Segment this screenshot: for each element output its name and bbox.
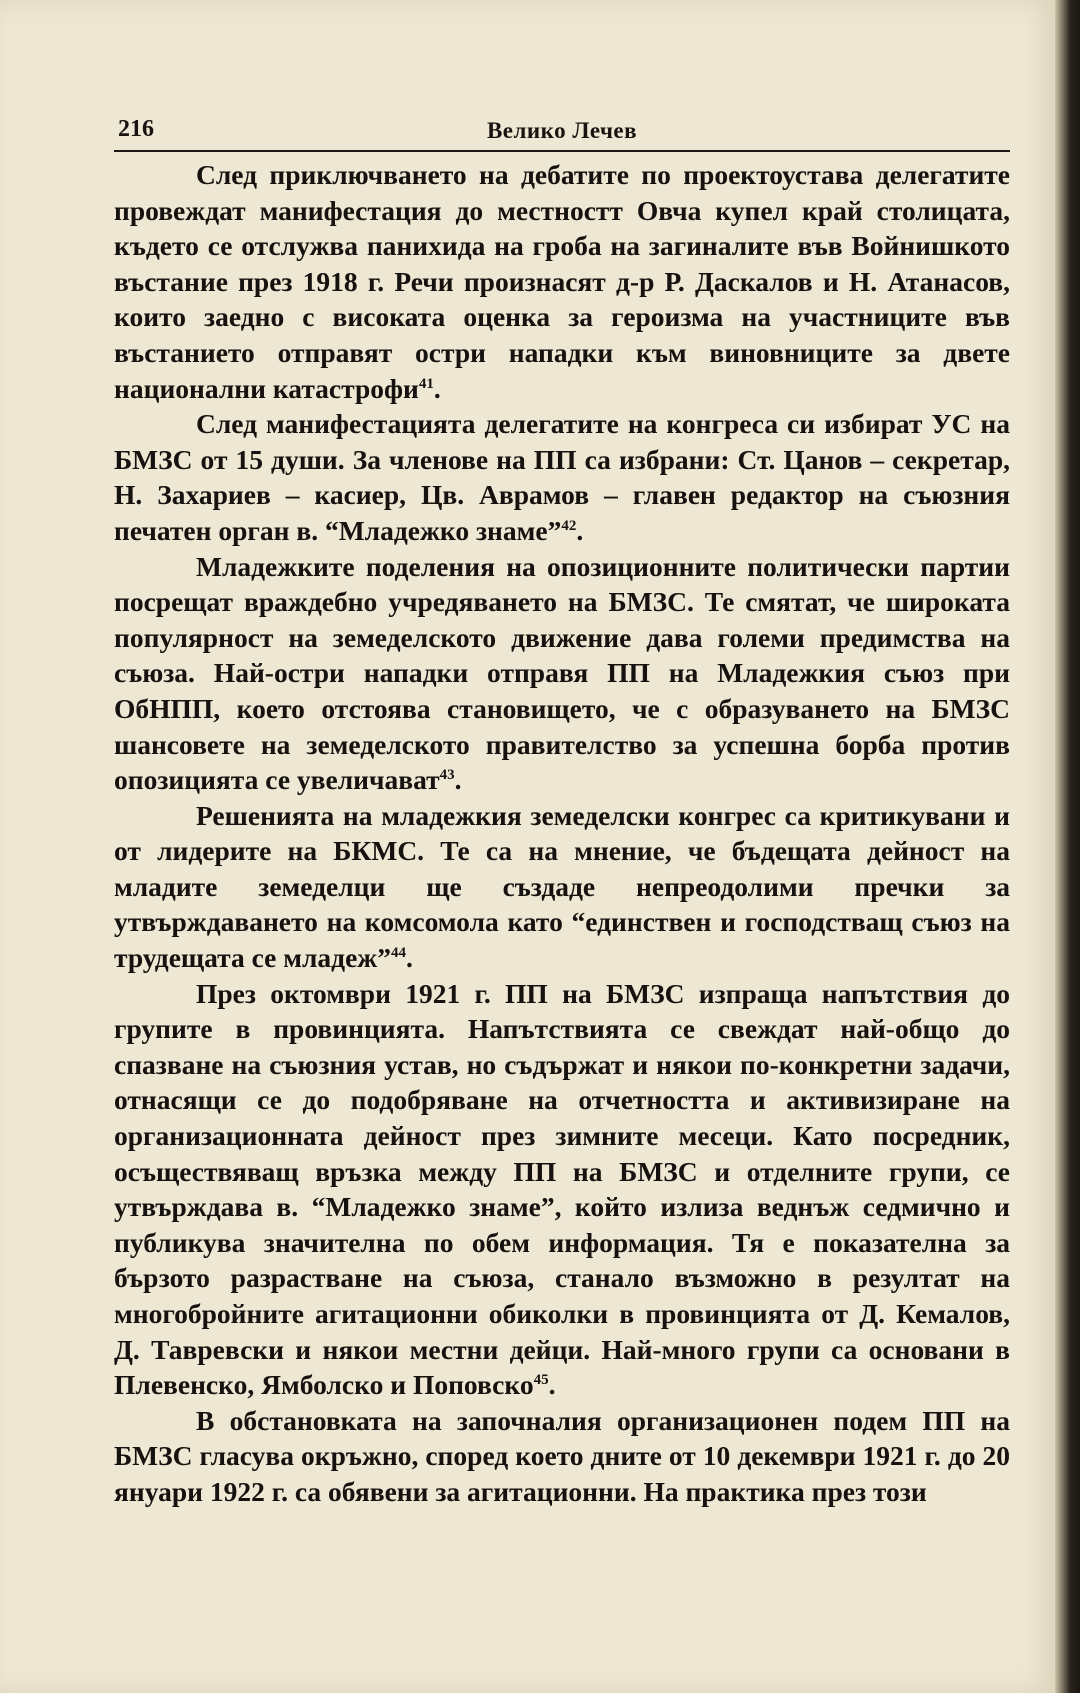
- book-spine-edge: [1055, 0, 1080, 1693]
- footnote-ref: 44: [390, 944, 406, 961]
- paragraph: През октомври 1921 г. ПП на БМЗС изпраща напътствия до групите в провинцията. Напътствията се свеждат най-общо до спазване на съюзния устав, но съдържат и някои по-конкретни задачи, отнасящи се до подобряване на отчетността и активизиране на организационната дейност през зимните месеци. Като посредник, осъществяващ връзка между ПП на БМЗС и отделните групи, се утвърждава в. “Младежко знаме”, който излиза веднъж седмично и публикува значителна по обем информация. Тя е показателна за бързото разрастване на съюза, станало възможно в резултат на многобройните агитационни обиколки в провинцията от Д. Кемалов, Д. Тавревски и някои местни дейци. Най-много групи са основани в Плевенско, Ямболско и Поповско$^{45}$.: [114, 977, 1010, 1401]
- header-rule: [114, 150, 1010, 152]
- page-number: 216: [118, 116, 154, 142]
- running-title: Велико Лечев: [486, 118, 638, 143]
- page-header: [114, 114, 1010, 148]
- footnote-ref: 45: [533, 1372, 549, 1389]
- body-text: [114, 157, 1010, 1510]
- paragraph: Решенията на младежкия земеделски конгрес са критикувани и от лидерите на БКМС. Те са на мнение, че бъдещата дейност на младите земеделци ще създаде непреодолими пречки за утвърждаването на комсомола като “единствен и господстващ съюз на трудещата се младеж”$^{44}$.: [114, 799, 1010, 974]
- footnote-ref: 43: [439, 766, 455, 783]
- footnote-ref: 41: [418, 375, 434, 392]
- paragraph: В обстановката на започналия организационен подем ПП на БМЗС гласува окръжно, според което дните от 10 декември 1921 г. до 20 януари 1922 г. са обявени за агитационни. На практика през този: [114, 1404, 1010, 1507]
- paragraph: След приключването на дебатите по проектоустава делегатите провеждат манифестация до местностт Овча купел край столицата, където се отслужва панихида на гроба на загиналите във Войнишкото въстание през 1918 г. Речи произнасят д-р Р. Даскалов и Н. Атанасов, които заедно с високата оценка за героизма на участниците във въстанието отправят остри нападки към виновниците за двете национални катастрофи$^{41}$.: [114, 159, 1010, 404]
- footnote-ref: 42: [561, 517, 577, 534]
- paragraph: Младежките поделения на опозиционните политически партии посрещат враждебно учредяването на БМЗС. Те смятат, че широката популярност на земеделското движение дава големи предимства на съюза. Най-остри нападки отправя ПП на Младежкия съюз при ОбНПП, което отстоява становището, че с образуването на БМЗС шансовете на земеделското правителство за успешна борба против опозицията се увеличават$^{43}$.: [114, 550, 1010, 796]
- paragraph: След манифестацията делегатите на конгреса си избират УС на БМЗС от 15 души. За членове на ПП са избрани: Ст. Цанов – секретар, Н. Захариев – касиер, Цв. Аврамов – главен редактор на съюзния печатен орган в. “Младежко знаме”$^{42}$.: [114, 408, 1010, 546]
